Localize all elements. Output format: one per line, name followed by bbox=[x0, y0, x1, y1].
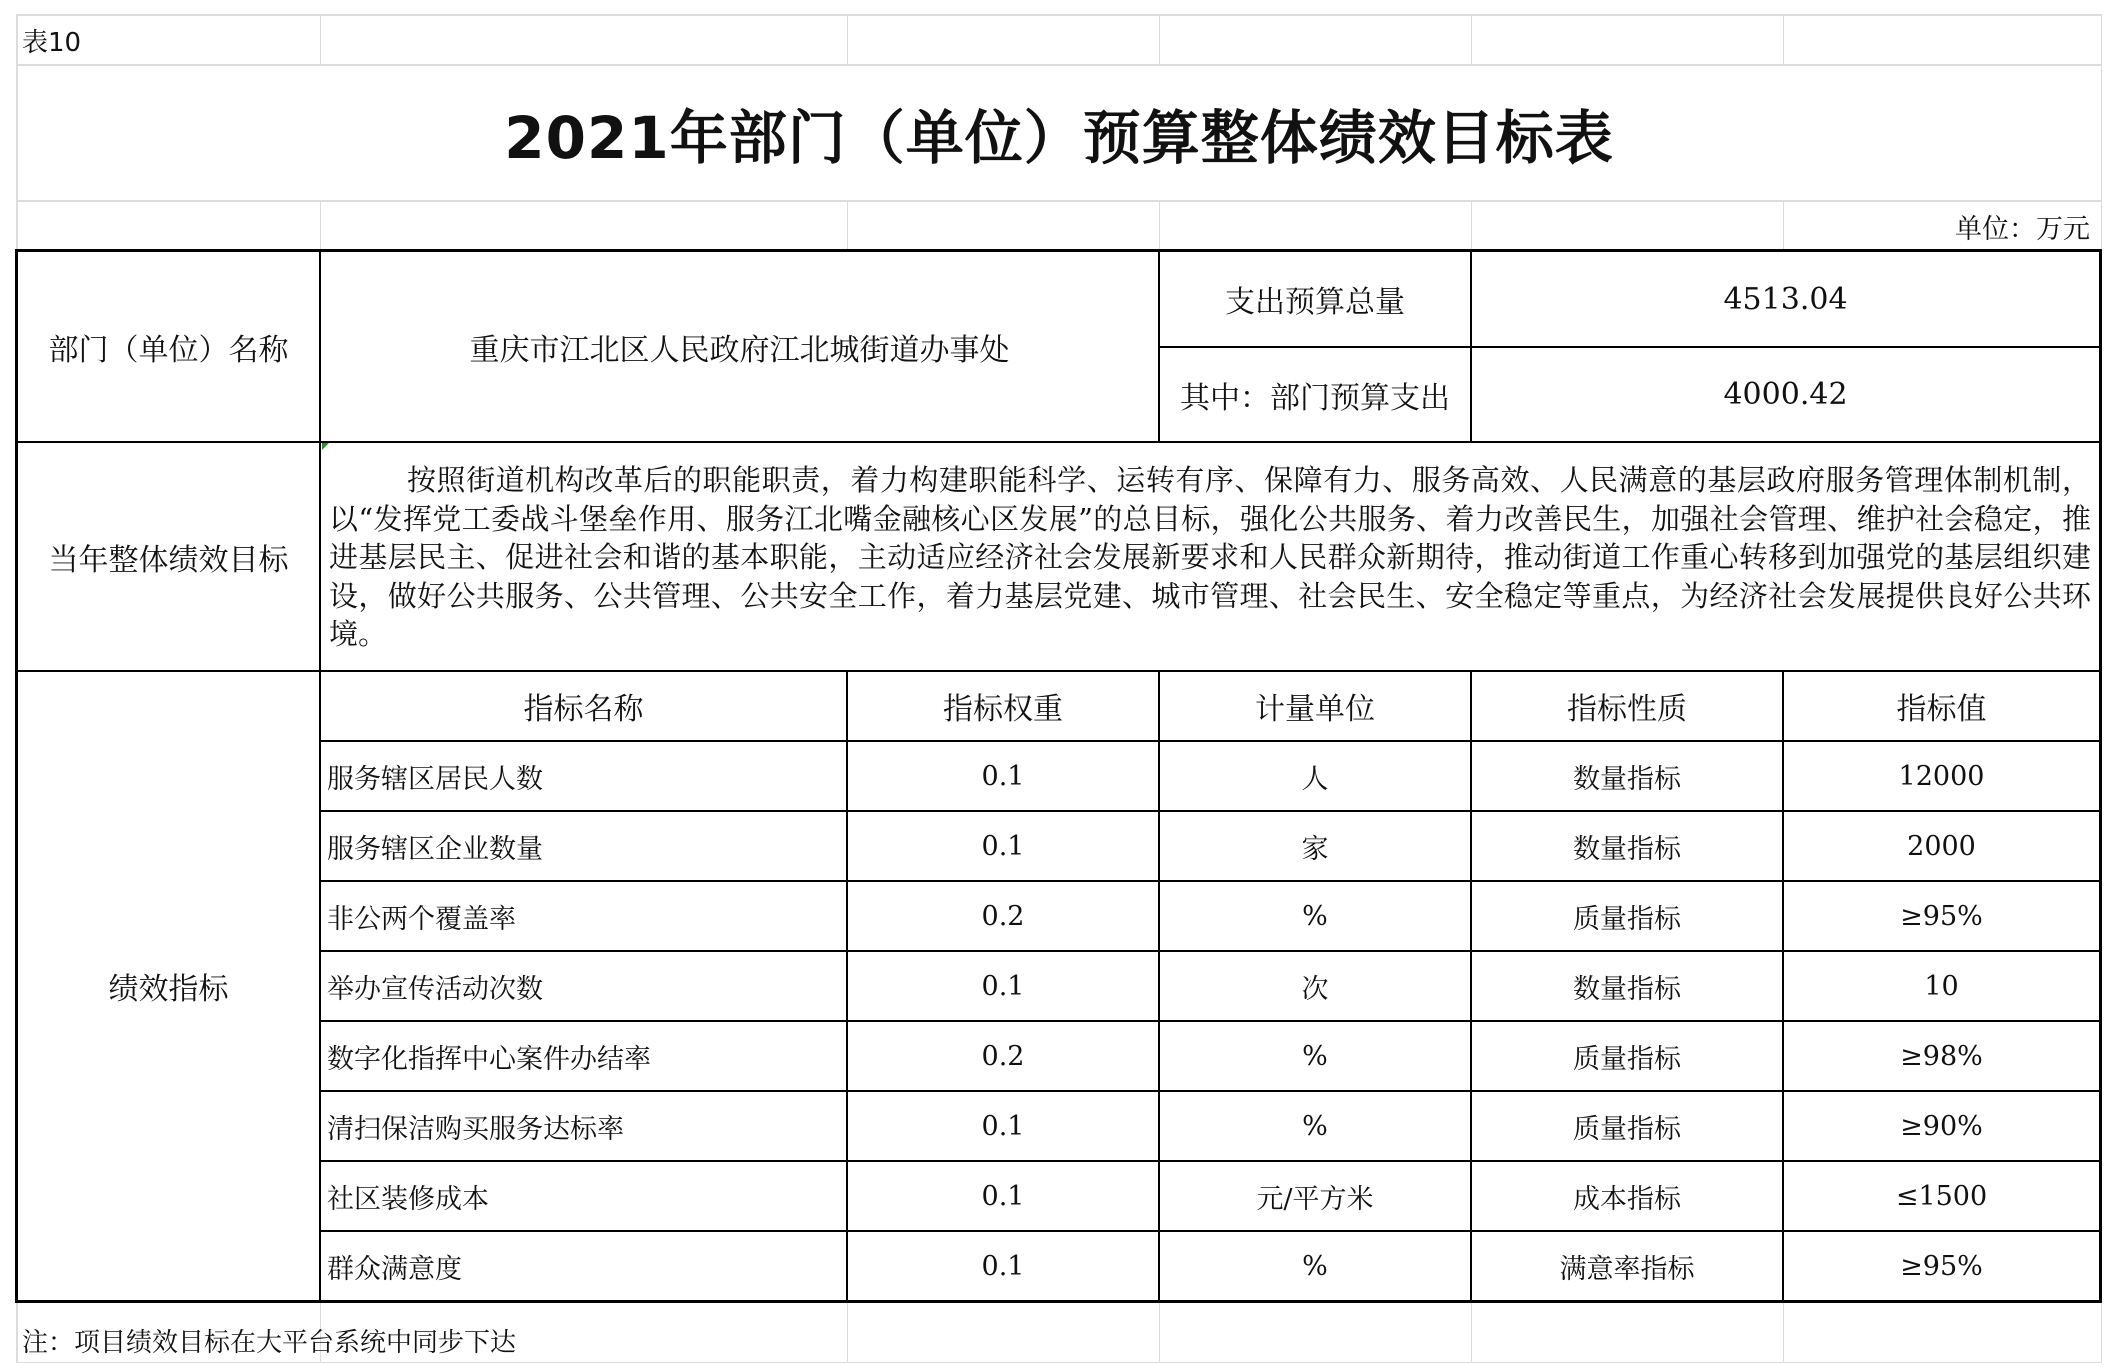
indicator-weight: 0.1 bbox=[981, 760, 1025, 792]
goal-label: 当年整体绩效目标 bbox=[48, 542, 289, 578]
department-budget-label: 其中：部门预算支出 bbox=[1180, 380, 1450, 416]
comment-marker bbox=[322, 443, 329, 450]
indicator-unit: 元/平方米 bbox=[1256, 1183, 1374, 1215]
unit-label: 单位：万元 bbox=[1955, 213, 2090, 245]
goal-text: 按照街道机构改革后的职能职责，着力构建职能科学、运转有序、保障有力、服务高效、人民满意的基层政府服务管理体制机制，以“发挥党工委战斗堡垒作用、服务江北嘴金融核心区发展”的总目标，强化公共服务、着力改善民生，加强社会管理、维护社会稳定，推进基层民主、促进社会和谐的基本职能，主动适应经济社会发展新要求和人民群众新期待，推动街道工作重心转移到加强党的基层组织建设，做好公共服务、公共管理、公共安全工作，着力基层党建、城市管理、社会民生、安全稳定等重点，为经济社会发展提供良好公共环境。 bbox=[329, 463, 2091, 651]
total-budget-label: 支出预算总量 bbox=[1225, 285, 1405, 320]
indicator-value: ≥90% bbox=[1900, 1110, 1983, 1142]
indicator-unit: % bbox=[1302, 1250, 1328, 1282]
indicator-value: ≥95% bbox=[1900, 1250, 1983, 1282]
total-budget-value: 4513.04 bbox=[1723, 281, 1848, 317]
indicator-value: ≥95% bbox=[1900, 900, 1983, 932]
indicator-nature: 质量指标 bbox=[1573, 1043, 1681, 1075]
indicator-unit: 次 bbox=[1301, 973, 1329, 1005]
department-name-label: 部门（单位）名称 bbox=[48, 332, 289, 368]
indicator-value: 12000 bbox=[1898, 760, 1985, 792]
indicator-weight: 0.1 bbox=[981, 830, 1025, 862]
indicator-value: ≥98% bbox=[1900, 1040, 1983, 1072]
indicator-name: 数字化指挥中心案件办结率 bbox=[327, 1043, 651, 1075]
indicator-weight: 0.1 bbox=[981, 1110, 1025, 1142]
header-indicator-value: 指标值 bbox=[1896, 692, 1987, 727]
indicator-unit: 家 bbox=[1301, 833, 1329, 865]
footnote: 注：项目绩效目标在大平台系统中同步下达 bbox=[22, 1327, 517, 1358]
indicator-value: 2000 bbox=[1907, 830, 1976, 862]
department-budget-value: 4000.42 bbox=[1723, 377, 1848, 412]
indicator-weight: 0.1 bbox=[981, 1180, 1025, 1212]
header-indicator-nature: 指标性质 bbox=[1567, 692, 1687, 727]
indicator-nature: 满意率指标 bbox=[1559, 1253, 1695, 1285]
indicators-label: 绩效指标 bbox=[108, 972, 229, 1007]
indicator-nature: 质量指标 bbox=[1573, 903, 1681, 935]
indicator-value: 10 bbox=[1924, 970, 1959, 1002]
indicator-value: ≤1500 bbox=[1895, 1180, 1988, 1212]
page-title: 2021年部门（单位）预算整体绩效目标表 bbox=[504, 104, 1614, 172]
indicator-unit: % bbox=[1302, 1040, 1328, 1072]
indicator-weight: 0.2 bbox=[981, 1040, 1025, 1072]
indicator-name: 服务辖区企业数量 bbox=[327, 833, 543, 865]
indicator-nature: 数量指标 bbox=[1573, 973, 1681, 1005]
indicator-name: 清扫保洁购买服务达标率 bbox=[327, 1113, 624, 1145]
indicator-name: 社区装修成本 bbox=[327, 1183, 489, 1215]
header-indicator-name: 指标名称 bbox=[523, 692, 644, 727]
department-name: 重庆市江北区人民政府江北城街道办事处 bbox=[469, 332, 1010, 368]
indicator-weight: 0.1 bbox=[981, 1250, 1025, 1282]
indicator-weight: 0.1 bbox=[981, 970, 1025, 1002]
indicator-nature: 数量指标 bbox=[1573, 763, 1681, 795]
indicator-unit: % bbox=[1302, 1110, 1328, 1142]
indicator-nature: 质量指标 bbox=[1573, 1113, 1681, 1145]
indicator-name: 举办宣传活动次数 bbox=[327, 973, 543, 1005]
header-measure-unit: 计量单位 bbox=[1255, 692, 1375, 727]
indicator-unit: 人 bbox=[1301, 763, 1329, 795]
indicator-nature: 成本指标 bbox=[1573, 1183, 1681, 1215]
indicator-name: 服务辖区居民人数 bbox=[327, 763, 543, 795]
indicator-weight: 0.2 bbox=[981, 900, 1025, 932]
indicator-name: 群众满意度 bbox=[327, 1253, 462, 1285]
indicator-nature: 数量指标 bbox=[1573, 833, 1681, 865]
indicator-unit: % bbox=[1302, 900, 1328, 932]
sheet-label: 表10 bbox=[22, 27, 82, 58]
header-indicator-weight: 指标权重 bbox=[943, 692, 1063, 727]
indicator-name: 非公两个覆盖率 bbox=[327, 903, 516, 935]
